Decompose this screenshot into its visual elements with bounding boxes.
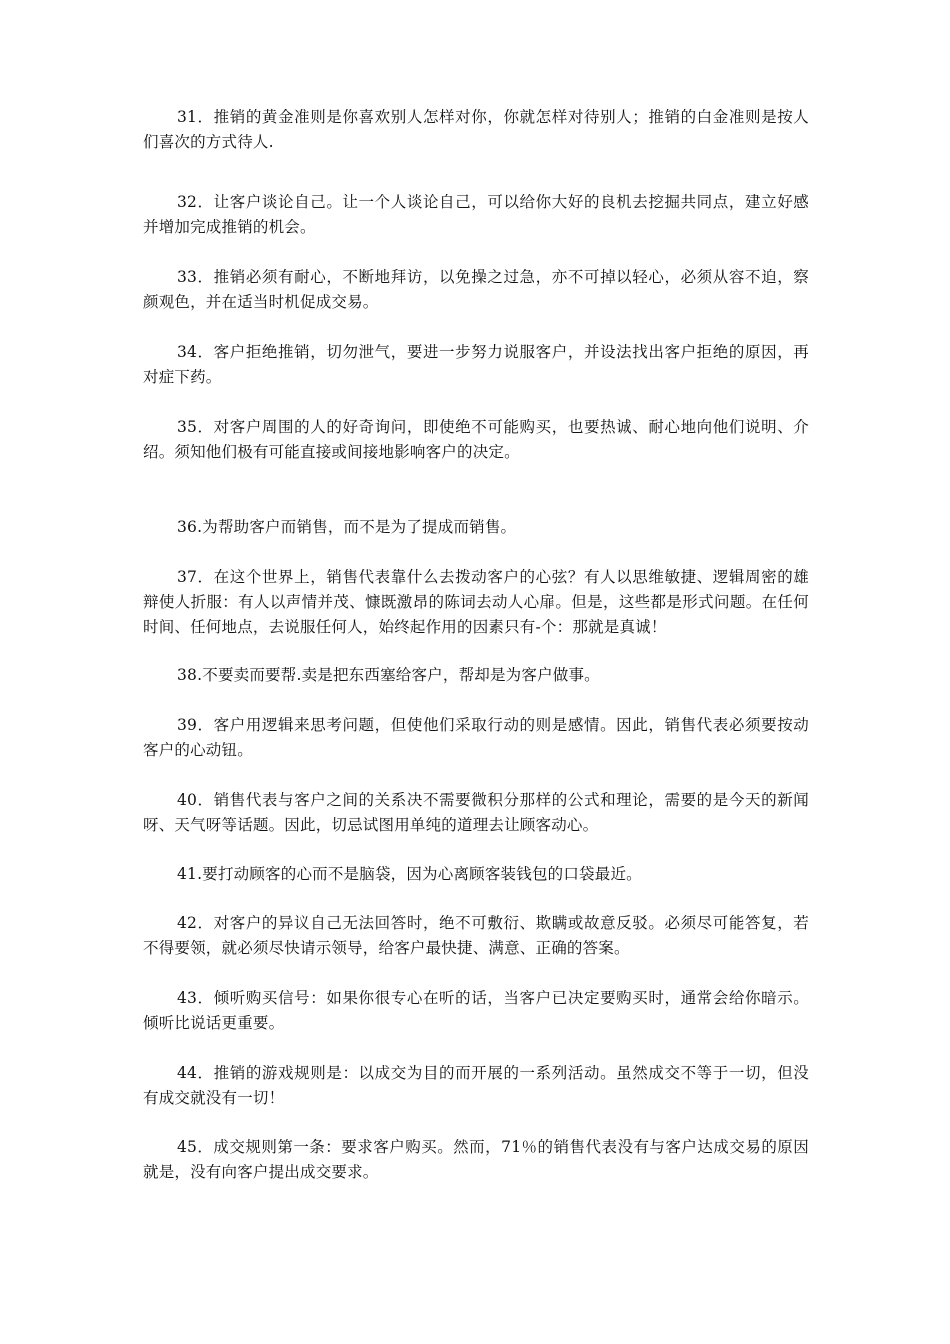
- paragraph-37: 37．在这个世界上，销售代表靠什么去拨动客户的心弦？有人以思维敏捷、逻辑周密的雄辩使人折服：有人以声情并茂、慷既激昂的陈词去动人心扉。但是，这些都是形式问题。在任何时间、任何地点，去说服任何人，始终起作用的因素只有-个：那就是真诚！: [143, 568, 809, 636]
- paragraph-40: 40．销售代表与客户之间的关系决不需要微积分那样的公式和理论，需要的是今天的新闻呀、天气呀等话题。因此，切忌试图用单纯的道理去让顾客动心。: [143, 791, 809, 834]
- paragraph-44: 44．推销的游戏规则是：以成交为目的而开展的一系列活动。虽然成交不等于一切，但没有成交就没有一切！: [143, 1064, 809, 1107]
- paragraph-39: 39．客户用逻辑来思考问题，但使他们采取行动的则是感情。因此，销售代表必须要按动客户的心动钮。: [143, 716, 809, 759]
- paragraph-31: 31．推销的黄金准则是你喜欢别人怎样对你，你就怎样对待别人；推销的白金准则是按人们喜次的方式待人.: [143, 108, 809, 151]
- paragraph-41: 41.要打动顾客的心而不是脑袋，因为心离顾客装钱包的口袋最近。: [177, 865, 642, 883]
- paragraph-36: 36.为帮助客户而销售，而不是为了提成而销售。: [177, 518, 517, 536]
- paragraph-45: 45．成交规则第一条：要求客户购买。然而，71％的销售代表没有与客户达成交易的原因就是，没有向客户提出成交要求。: [143, 1138, 809, 1181]
- paragraph-32: 32．让客户谈论自己。让一个人谈论自己，可以给你大好的良机去挖掘共同点，建立好感并增加完成推销的机会。: [143, 193, 809, 236]
- paragraph-35: 35．对客户周围的人的好奇询问，即使绝不可能购买，也要热诚、耐心地向他们说明、介绍。须知他们极有可能直接或间接地影响客户的决定。: [143, 418, 809, 461]
- paragraph-38: 38.不要卖而要帮.卖是把东西塞给客户，帮却是为客户做事。: [177, 666, 600, 684]
- paragraph-33: 33．推销必须有耐心，不断地拜访，以免操之过急，亦不可掉以轻心，必须从容不迫，察颜观色，并在适当时机促成交易。: [143, 268, 809, 311]
- paragraph-34: 34．客户拒绝推销，切勿泄气，要进一步努力说服客户，并设法找出客户拒绝的原因，再对症下药。: [143, 343, 809, 386]
- paragraph-42: 42．对客户的异议自己无法回答时，绝不可敷衍、欺瞒或故意反驳。必须尽可能答复，若不得要领，就必须尽快请示领导，给客户最快捷、满意、正确的答案。: [143, 914, 809, 957]
- paragraph-43: 43．倾听购买信号：如果你很专心在听的话，当客户已决定要购买时，通常会给你暗示。倾听比说话更重要。: [143, 989, 809, 1032]
